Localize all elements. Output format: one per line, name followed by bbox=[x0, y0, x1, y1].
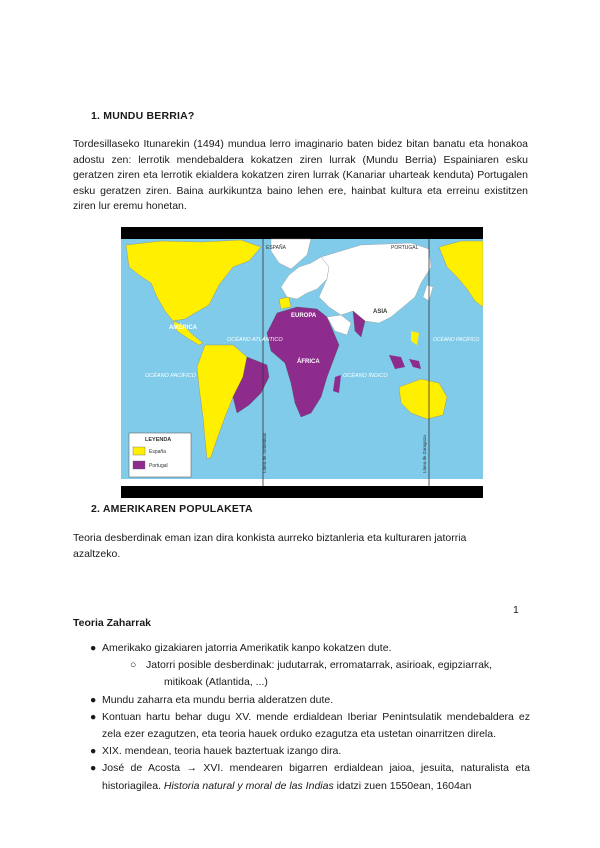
list-item bbox=[90, 760, 530, 794]
legend-label-spain: España bbox=[149, 449, 166, 455]
list-item bbox=[90, 692, 530, 709]
label-america: AMÉRICA bbox=[169, 325, 197, 331]
label-line-tordesillas: Línea de Tordesillas bbox=[262, 433, 267, 473]
book-title: Historia natural y moral de las Indias bbox=[163, 779, 334, 792]
label-africa: ÁFRICA bbox=[297, 359, 320, 365]
bullet-icon: ● bbox=[90, 762, 97, 775]
label-portugal-top: PORTUGAL bbox=[391, 245, 419, 251]
bullet-icon: ● bbox=[90, 693, 97, 706]
sub-list-item bbox=[90, 657, 530, 674]
populaketa-paragraph: Teoria desberdinak eman izan dira konkista aurreko biztanleria eta kulturaren jatorria azaltzeko. bbox=[73, 532, 467, 560]
map-legend bbox=[129, 433, 191, 477]
page-number: 1 bbox=[513, 604, 519, 616]
section-heading-populaketa: 2. AMERIKAREN POPULAKETA bbox=[91, 503, 253, 515]
label-europa: EUROPA bbox=[291, 313, 317, 319]
bullet-icon: ● bbox=[90, 710, 97, 723]
sub-list-item-cont: mitikoak (Atlantida, ...) bbox=[164, 676, 268, 689]
iberia bbox=[279, 297, 291, 309]
bullet-icon: ● bbox=[90, 745, 97, 758]
label-asia: ASIA bbox=[373, 309, 388, 315]
bullet-icon: ● bbox=[90, 642, 97, 654]
label-atlantic: OCÉANO ATLÁNTICO bbox=[227, 337, 283, 343]
list-item-text: Mundu zaharra eta mundu berria alderatzen dute. bbox=[102, 693, 334, 706]
legend-swatch-portugal bbox=[133, 461, 145, 469]
label-espana-top: ESPAÑA bbox=[266, 245, 286, 251]
sub-list-item-text: Jatorri posible desberdinak: judutarrak, erromatarrak, asirioak, egipziarrak, bbox=[146, 659, 493, 672]
list-item-text: XIX. mendean, teoria hauek baztertuak izango dira. bbox=[102, 745, 342, 758]
tordesillas-map bbox=[121, 227, 483, 498]
list-item-text: Kontuan hartu behar dugu XV. mende erdialdean Iberiar Penintsulatik mendebaldera ez zela ezer ezagutzen, eta teoria hauek orduko ezagutza eta ustetan oinarritzen direla. bbox=[102, 710, 530, 741]
list-item bbox=[90, 640, 530, 657]
legend-label-portugal: Portugal bbox=[149, 463, 168, 469]
list-item bbox=[90, 743, 530, 760]
section-heading-teoria-zaharrak: Teoria Zaharrak bbox=[73, 617, 152, 629]
list-item bbox=[90, 709, 530, 743]
section-heading-mundu-berria: 1. MUNDU BERRIA? bbox=[91, 110, 195, 122]
sub-bullet-icon: ○ bbox=[130, 659, 137, 672]
label-indico: OCÉANO ÍNDICO bbox=[343, 373, 388, 379]
intro-paragraph: Tordesillaseko Itunarekin (1494) mundua lerro imaginario baten bidez bitan banatu eta honakoa adostu zen: lerrotik mendebaldera kokatzen ziren lurrak (Mundu Berria) Espainiaren esku geratzen ziren eta lerrotik ekialdera kokatzen ziren lurrak (Kanariar uharteak kenduta) Portugalen esku geratzen ziren. Baina aurkikuntza baino lehen ere, hainbat kultura eta erreinu existitzen ziren lur eremu honetan. bbox=[73, 138, 528, 213]
legend-title: LEYENDA bbox=[145, 437, 172, 443]
list-item-text: Amerikako gizakiaren jatorria Amerikatik kanpo kokatzen dute. bbox=[102, 642, 392, 654]
label-line-zaragoza: Línea de Zaragoza bbox=[422, 435, 427, 473]
legend-swatch-spain bbox=[133, 447, 145, 455]
label-pacific-left: OCÉANO PACÍFICO bbox=[145, 373, 196, 379]
label-pacific-right: OCÉANO PACÍFICO bbox=[433, 337, 480, 343]
list-item-text: José de Acosta → XVI. mendearen bigarren erdialdean jaioa, jesuita, naturalista eta historiagilea. bbox=[102, 762, 530, 792]
list-item-text: idatzi zuen 1550ean, 1604an bbox=[336, 779, 472, 792]
theory-list bbox=[90, 640, 530, 795]
